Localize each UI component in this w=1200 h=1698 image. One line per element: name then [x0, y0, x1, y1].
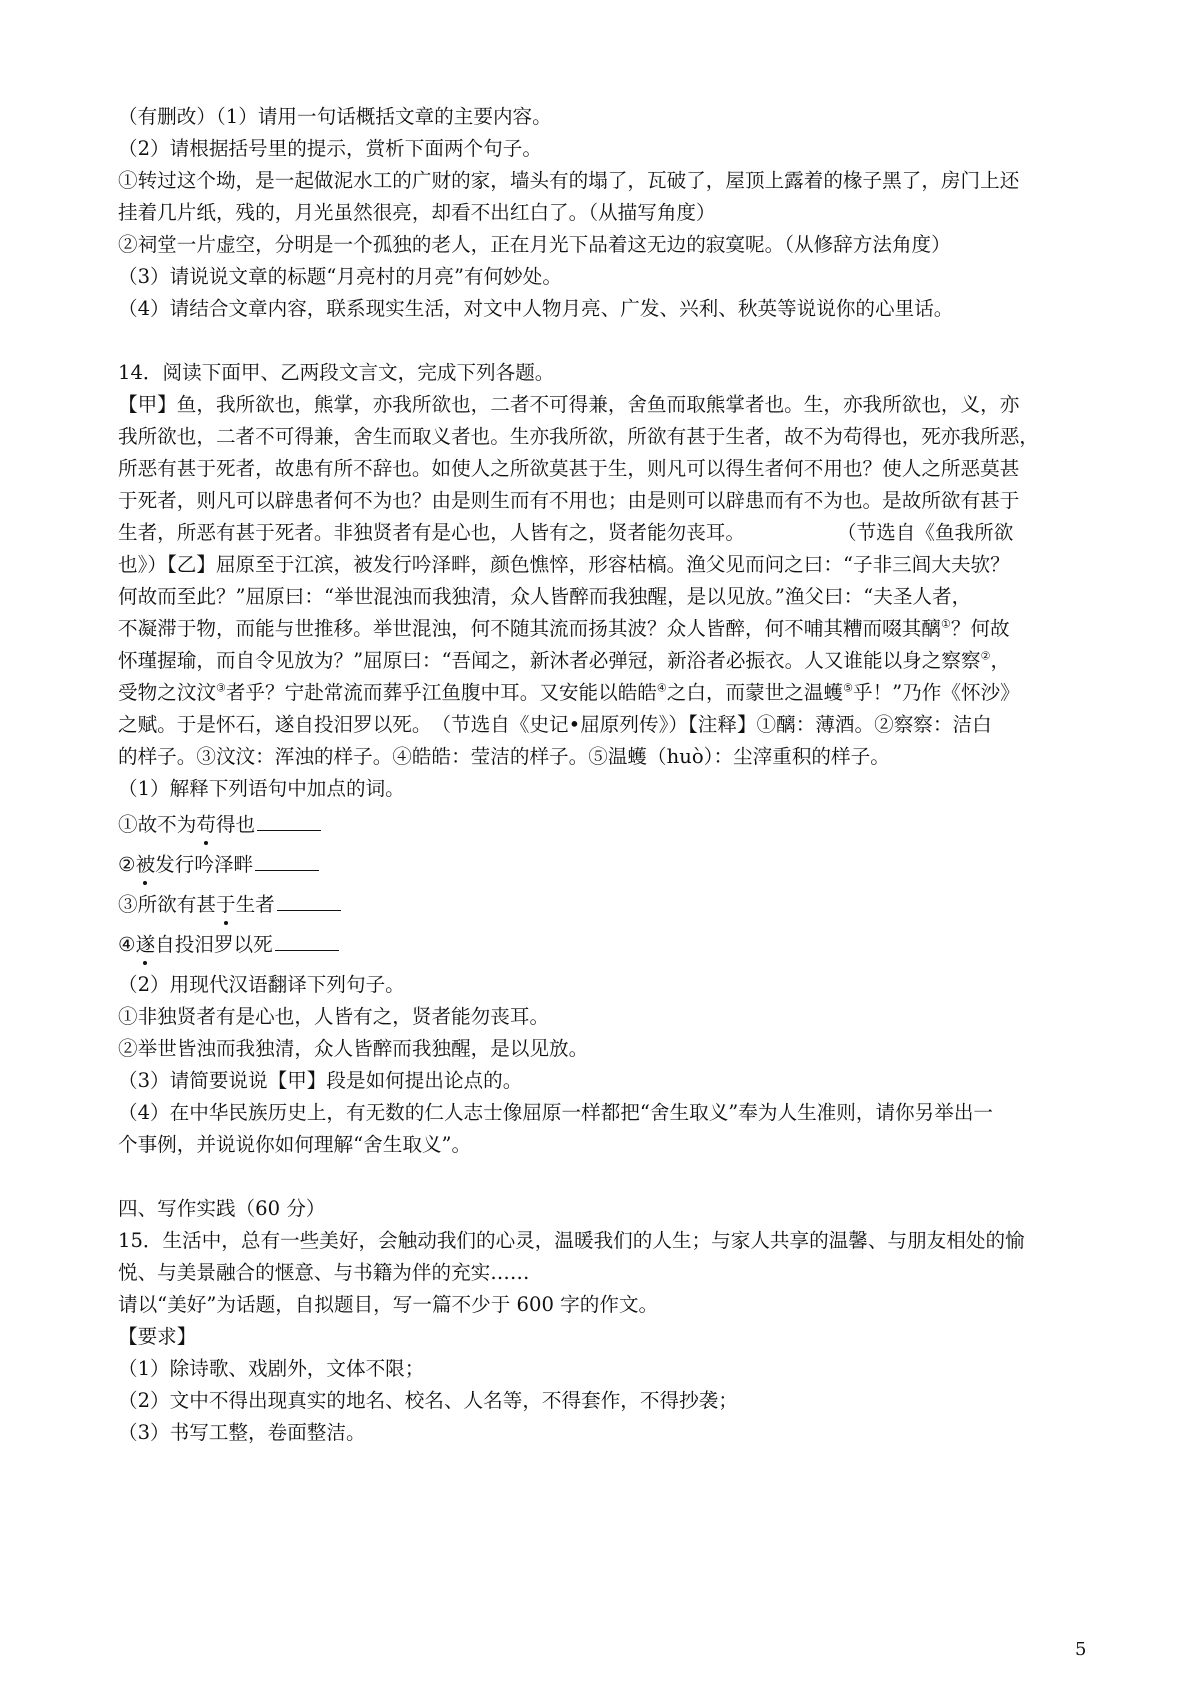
requirement-3: （3）书写工整，卷面整洁。 — [118, 1421, 366, 1444]
sentence-1-line-2: 挂着几片纸，残的，月光虽然很亮，却看不出红白了。（从描写角度） — [118, 201, 716, 224]
passage-text: ？何故 — [950, 617, 1010, 640]
question-13-1: （有删改）（1）请用一句话概括文章的主要内容。 — [118, 105, 552, 128]
passage-text: 不凝滞于物，而能与世推移。举世混浊，何不随其流而扬其波？众人皆醉，何不哺其糟而啜其醨 — [118, 617, 941, 640]
footnote-marker: ⑤ — [843, 681, 853, 695]
question-14-4-cont: 个事例，并说说你如何理解“舍生取义”。 — [118, 1133, 472, 1156]
word-item-4: ④遂自投汨罗以死 — [118, 930, 1084, 960]
footnote-marker: ③ — [215, 681, 226, 695]
passage-line — [118, 518, 1084, 548]
passage-line — [118, 678, 1084, 708]
answer-blank[interactable] — [255, 852, 319, 871]
passage-text: 怀瑾握瑜，而自令见放为？”屈原曰：“吾闻之，新沐者必弹冠，新浴者必振衣。人又谁能以身之察察 — [118, 649, 981, 672]
passage-text: 者乎？宁赴常流而葬乎江鱼腹中耳。又安能以皓皓 — [225, 681, 657, 704]
question-14-4: （4）在中华民族历史上，有无数的仁人志士像屈原一样都把“舍生取义”奉为人生准则，请你另举出一 — [118, 1101, 994, 1124]
answer-blank[interactable] — [257, 812, 321, 831]
footnote-marker: ② — [980, 649, 991, 663]
passage-line: 也》）【乙】屈原至于江滨，被发行吟泽畔，颜色憔悴，形容枯槁。渔父见而问之曰：“子非三闾大夫欤？ — [118, 553, 1010, 576]
answer-blank[interactable] — [277, 892, 341, 911]
passage-line: 于死者，则凡可以辟患者何不为也？由是则生而有不用也；由是则可以辟患而有不为也。是故所欲有甚于 — [118, 489, 1020, 512]
question-14-3: （3）请简要说说【甲】段是如何提出论点的。 — [118, 1069, 523, 1092]
question-14-1: （1）解释下列语句中加点的词。 — [118, 777, 405, 800]
passage-line: 我所欲也，二者不可得兼，舍生而取义者也。生亦我所欲，所欲有甚于生者，故不为苟得也，死亦我所恶， — [118, 425, 1039, 448]
answer-blank[interactable] — [275, 932, 339, 951]
word-item-3: ③所欲有甚于生者 — [118, 890, 1084, 920]
passage-line: 所恶有甚于死者，故患有所不辞也。如使人之所欲莫甚于生，则凡可以得生者何不用也？使人之所恶莫甚 — [118, 457, 1020, 480]
page-number: 5 — [1075, 1639, 1087, 1660]
word-item-1: ①故不为苟得也 — [118, 810, 1084, 840]
passage-line: 何故而至此？”屈原曰：“举世混浊而我独清，众人皆醉而我独醒，是以见放。”渔父曰：“夫圣人者， — [118, 585, 972, 608]
passage-text: 受物之汶汶 — [118, 681, 216, 704]
question-13-4: （4）请结合文章内容，联系现实生活，对文中人物月亮、广发、兴利、秋英等说说你的心里话。 — [118, 297, 954, 320]
dotted-word: 遂 — [136, 930, 156, 960]
word-item-2: ②被发行吟泽畔 — [118, 850, 1084, 880]
passage-text: 乎！”乃作《怀沙》 — [853, 681, 1020, 704]
question-14-title: 14．阅读下面甲、乙两段文言文，完成下列各题。 — [118, 361, 555, 384]
question-13-3: （3）请说说文章的标题“月亮村的月亮”有何妙处。 — [118, 265, 562, 288]
dotted-word: 于 — [216, 890, 236, 920]
question-14-2: （2）用现代汉语翻译下列句子。 — [118, 973, 405, 996]
passage-text: 生者，所恶有甚于死者。非独贤者有是心也，人皆有之，贤者能勿丧耳。 — [118, 521, 745, 544]
sentence-2: ②祠堂一片虚空，分明是一个孤独的老人，正在月光下品着这无边的寂寞呢。（从修辞方法角度） — [118, 233, 951, 256]
question-15-prompt: 请以“美好”为话题，自拟题目，写一篇不少于 600 字的作文。 — [118, 1293, 659, 1316]
dotted-word: 被 — [136, 850, 156, 880]
passage-line — [118, 614, 1084, 644]
source-citation: （节选自《鱼我所欲 — [837, 521, 1014, 544]
passage-line: 之赋。于是怀石，遂自投汨罗以死。 （节选自《史记•屈原列传》）【注释】①醨：薄酒。②察察：洁白 — [118, 713, 992, 736]
notes-line: 的样子。③汶汶：浑浊的样子。④皓皓：莹洁的样子。⑤温蠖（huò）：尘滓重积的样子。 — [118, 745, 890, 768]
passage-line — [118, 646, 1084, 676]
question-13-2: （2）请根据括号里的提示，赏析下面两个句子。 — [118, 137, 542, 160]
requirements-heading: 【要求】 — [118, 1325, 197, 1348]
section-heading: 四、写作实践（60 分） — [118, 1197, 326, 1220]
translate-item-2: ②举世皆浊而我独清，众人皆醉而我独醒，是以见放。 — [118, 1037, 589, 1060]
footnote-marker: ④ — [656, 681, 667, 695]
sentence-1-line-1: ①转过这个坳，是一起做泥水工的广财的家，墙头有的塌了，瓦破了，屋顶上露着的椽子黑了，房门上还 — [118, 169, 1020, 192]
dotted-word: 苟 — [196, 810, 216, 840]
requirement-1: （1）除诗歌、戏剧外，文体不限； — [118, 1357, 425, 1380]
passage-text: ， — [990, 649, 1011, 672]
passage-text: 之白，而蒙世之温蠖 — [666, 681, 844, 704]
question-15-line-2: 悦、与美景融合的惬意、与书籍为伴的充实…… — [118, 1261, 530, 1284]
passage-line: 【甲】鱼，我所欲也，熊掌，亦我所欲也，二者不可得兼，舍鱼而取熊掌者也。生，亦我所欲也，义，亦 — [118, 393, 1020, 416]
translate-item-1: ①非独贤者有是心也，人皆有之，贤者能勿丧耳。 — [118, 1005, 550, 1028]
requirement-2: （2）文中不得出现真实的地名、校名、人名等，不得套作，不得抄袭； — [118, 1389, 738, 1412]
question-15-line-1: 15．生活中，总有一些美好，会触动我们的心灵，温暖我们的人生；与家人共享的温馨、与朋友相处的愉 — [118, 1229, 1025, 1252]
footnote-marker: ① — [940, 617, 951, 631]
